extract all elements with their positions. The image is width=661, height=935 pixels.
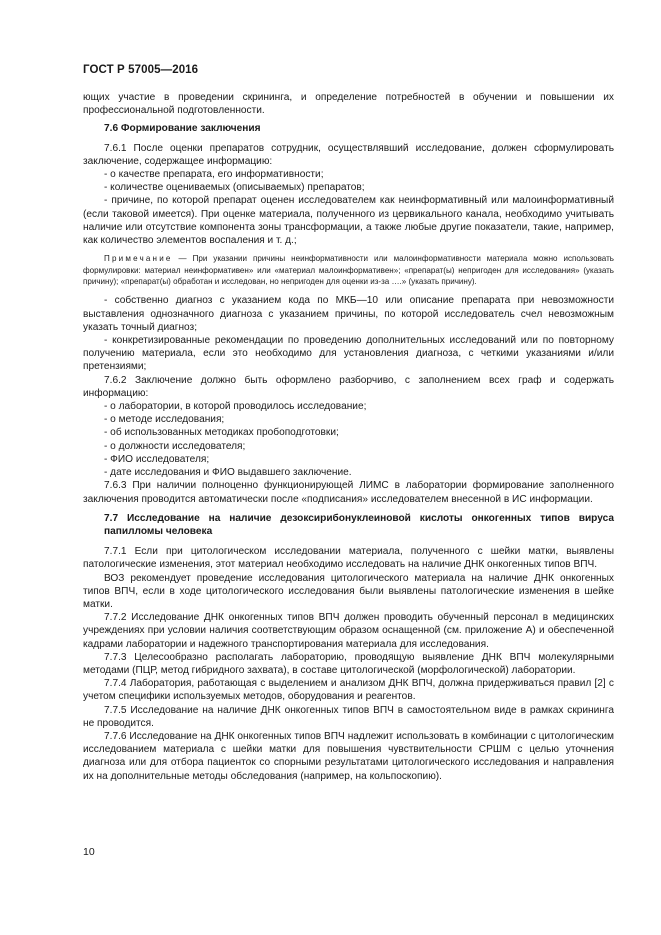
- note-text: — При указании причины неинформативности или малоинформативности материала можно использовать формулировки: материал неинформативен» или «материал малоинформативен»; «препарат(ы) непригоден для исследования» (указать причину); «препарат(ы) обработан и исследован, но непригоден для оценки из-за ….» (указать причину).: [83, 254, 614, 287]
- paragraph-7-7-4: 7.7.4 Лаборатория, работающая с выделением и анализом ДНК ВПЧ, должна придерживаться правил [2] с учетом специфики используемых методов, оборудования и реагентов.: [83, 678, 614, 703]
- list-item: - об использованных методиках пробоподготовки;: [104, 427, 339, 439]
- paragraph-who: ВОЗ рекомендует проведение исследования цитологического материала на наличие ДНК онкогенных типов ВПЧ, если в ходе цитологического исследования были выявлены патологические изменения в шейке матки.: [83, 572, 614, 610]
- list-item: - конкретизированные рекомендации по проведению дополнительных исследований или по повторному получению материала, если это необходимо для установления диагноза, с четкими указаниями и/или претензиями;: [83, 335, 614, 373]
- list-item: - причине, по которой препарат оценен исследователем как неинформативный или малоинформативный (если таковой имеется). При оценке материала, полученного из цервикального канала, необходимо учитывать наличие или отсутствие компонента зоны трансформации, а также любые другие показатели, такие, например, как количество элементов воспаления и т. д.;: [83, 195, 614, 247]
- list-item: - дате исследования и ФИО выдавшего заключение.: [104, 467, 352, 479]
- paragraph-7-7-2: 7.7.2 Исследование ДНК онкогенных типов ВПЧ должен проводить обученный персонал в медицинских учреждениях при условии наличия соответствующим образом оснащенной (см. приложение А) и обеспеченной кадрами лаборатории и надежного транспортирования материала для исследования.: [83, 612, 614, 650]
- list-item: - собственно диагноз с указанием кода по МКБ—10 или описание препарата при невозможности выставления однозначного диагноза с указанием причины, по которой исследователь счел невозможным указать точный диагноз;: [83, 295, 614, 333]
- document-body: [83, 91, 614, 783]
- paragraph-7-7-6: 7.7.6 Исследование на ДНК онкогенных типов ВПЧ надлежит использовать в комбинации с цитологическим исследованием материала с шейки матки для повышения чувствительности СРШМ с целью уточнения диагноза или для отбора пациенток со спорными результатами цитологического исследования и направления их на дополнительные методы обследования (например, на кольпоскопию).: [83, 730, 614, 782]
- list-item: - о методе исследования;: [104, 414, 225, 426]
- list-item: - ФИО исследователя;: [104, 453, 210, 465]
- paragraph-7-7-5: 7.7.5 Исследование на наличие ДНК онкогенных типов ВПЧ в самостоятельном виде в рамках скрининга не проводится.: [83, 704, 614, 729]
- note-label: Примечание: [104, 254, 173, 264]
- paragraph-7-6-2: 7.6.2 Заключение должно быть оформлено разборчиво, с заполнением всех граф и содержать информацию:: [83, 374, 614, 399]
- paragraph-7-7-3: 7.7.3 Целесообразно располагать лабораторию, проводящую выявление ДНК ВПЧ молекулярными методами (ПЦР, метод гибридного захвата), в составе цитологической (морфологической) лаборатории.: [83, 651, 614, 676]
- paragraph-7-7-1: 7.7.1 Если при цитологическом исследовании материала, полученного с шейки матки, выявлены патологические изменения, этот материал необходимо исследовать на наличие ДНК онкогенных типов ВПЧ.: [83, 546, 614, 571]
- paragraph-7-6-1: 7.6.1 После оценки препаратов сотрудник, осуществлявший исследование, должен сформулировать заключение, содержащее информацию:: [83, 142, 614, 167]
- note: [83, 253, 614, 287]
- list-item: - о лаборатории, в которой проводилось исследование;: [104, 401, 367, 413]
- section-heading-7-7: 7.7 Исследование на наличие дезоксирибонуклеиновой кислоты онкогенных типов вируса папилломы человека: [104, 512, 614, 537]
- section-heading-7-6: 7.6 Формирование заключения: [104, 123, 261, 135]
- paragraph-continuation: ющих участие в проведении скрининга, и определение потребностей в обучении и повышении их профессиональной подготовленности.: [83, 92, 614, 117]
- list-item: - о должности исследователя;: [104, 440, 246, 452]
- list-item: - о качестве препарата, его информативности;: [104, 169, 324, 181]
- paragraph-7-6-3: 7.6.3 При наличии полноценно функционирующей ЛИМС в лаборатории формирование заполненного заключения проводится автоматически после «подписания» исследователем внесенной в ИС информации.: [83, 480, 614, 505]
- list-item: - количестве оцениваемых (описываемых) препаратов;: [104, 182, 365, 194]
- document-header: ГОСТ Р 57005—2016: [83, 64, 199, 76]
- page-number: 10: [83, 846, 95, 858]
